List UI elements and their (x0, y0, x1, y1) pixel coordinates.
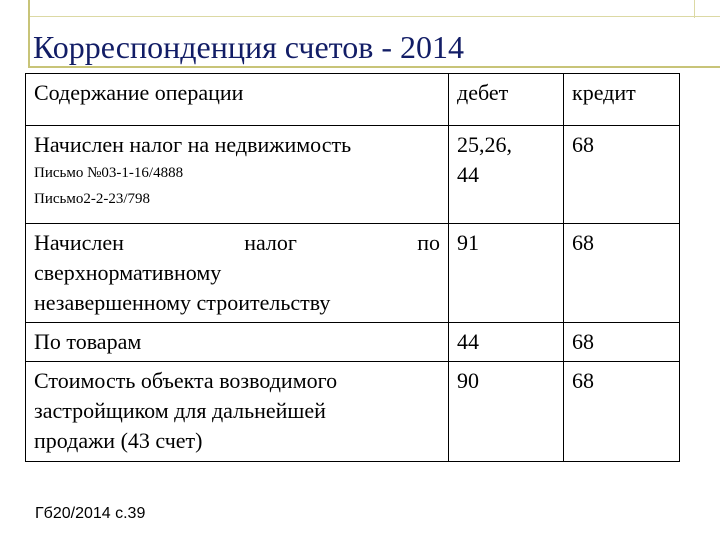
debit-cell: 90 (449, 362, 564, 462)
note-letter-2: Письмо2-2-23/798 (34, 191, 151, 207)
credit-cell: 68 (564, 362, 680, 462)
note-letter-1: Письмо №03-1-16/4888 (34, 165, 184, 181)
header-debit: дебет (449, 74, 564, 126)
operation-cell (26, 362, 449, 462)
table-row (26, 126, 680, 224)
page-title: Корреспонденция счетов - 2014 (33, 29, 464, 65)
debit-value: 25,26, 44 (457, 132, 512, 187)
debit-cell (449, 126, 564, 224)
table-row (26, 323, 680, 362)
frame-top-line (28, 16, 720, 17)
operation-text-line1: Начислен налог по (34, 230, 440, 255)
debit-cell: 91 (449, 224, 564, 323)
credit-cell: 68 (564, 224, 680, 323)
operation-text-rest: сверхнормативному незавершенному строительству (34, 260, 331, 315)
credit-cell: 68 (564, 323, 680, 362)
source-reference: Гб20/2014 с.39 (35, 505, 146, 522)
table-header-row (26, 74, 680, 126)
frame-left-line (28, 0, 30, 67)
table-row (26, 224, 680, 323)
debit-cell: 44 (449, 323, 564, 362)
header-operation: Содержание операции (26, 74, 449, 126)
credit-cell: 68 (564, 126, 680, 224)
header-credit: кредит (564, 74, 680, 126)
operation-cell (26, 126, 449, 224)
operation-text: Начислен налог на недвижимость (34, 132, 352, 157)
frame-right-line (694, 0, 695, 18)
accounts-table (25, 73, 680, 462)
title-underline (28, 66, 720, 68)
table-row (26, 362, 680, 462)
operation-cell (26, 224, 449, 323)
operation-cell: По товарам (26, 323, 449, 362)
operation-text: Стоимость объекта возводимого застройщиком для дальнейшей продажи (43 счет) (34, 368, 338, 453)
